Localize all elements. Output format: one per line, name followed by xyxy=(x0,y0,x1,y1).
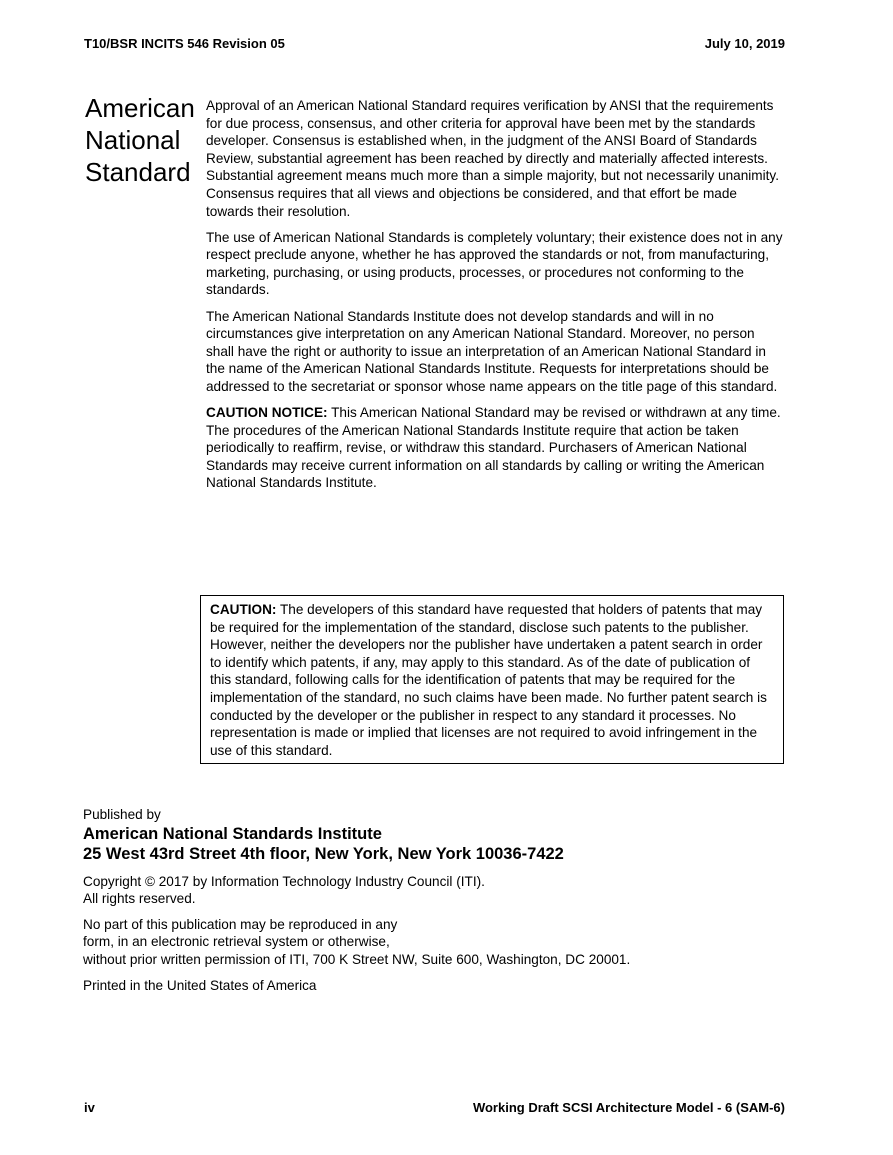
reproduction-line-3: without prior written permission of ITI, 700 K Street NW, Suite 600, Washington, DC 20001. xyxy=(83,951,631,967)
header-date: July 10, 2019 xyxy=(704,36,785,51)
ansi-approval-text xyxy=(206,97,786,500)
copyright-line: Copyright © 2017 by Information Technology Industry Council (ITI). xyxy=(83,873,485,889)
publisher-block xyxy=(83,806,783,1002)
rights-reserved-line: All rights reserved. xyxy=(83,891,196,907)
footer-doc-title: Working Draft SCSI Architecture Model - 6 (SAM-6) xyxy=(472,1100,785,1115)
copyright-notice xyxy=(83,873,783,908)
caution-notice-label: CAUTION NOTICE: xyxy=(206,405,328,420)
american-national-standard-heading xyxy=(85,92,205,188)
heading-line-national: National xyxy=(85,125,181,155)
reproduction-line-2: form, in an electronic retrieval system or otherwise, xyxy=(83,934,390,950)
published-by-label: Published by xyxy=(83,807,161,822)
publisher-address: 25 West 43rd Street 4th floor, New York, New York 10036-7422 xyxy=(83,845,564,864)
patent-caution-paragraph xyxy=(210,601,774,759)
patent-caution-label: CAUTION: xyxy=(210,602,277,617)
caution-notice-text: This American National Standard may be revised or withdrawn at any time. The procedures of the American National Standards Institute require that action be taken periodically to reaffirm, revise, or withdraw this standard. Purchasers of American National Standards may receive current information on all standards by calling or writing the American National Standards Institute. xyxy=(206,405,781,491)
footer-page-number: iv xyxy=(84,1100,95,1115)
reproduction-line-1: No part of this publication may be reproduced in any xyxy=(83,916,398,932)
publisher-name: American National Standards Institute xyxy=(83,824,382,843)
interpretation-paragraph: The American National Standards Institute does not develop standards and will in no circumstances give interpretation on any American National Standard. Moreover, no person shall have the right or authority to issue an interpretation of an American National Standard in the name of the American National Standards Institute. Requests for interpretations should be addressed to the secretariat or sponsor whose name appears on the title page of this standard. xyxy=(206,308,778,394)
reproduction-notice xyxy=(83,916,783,969)
caution-notice-paragraph xyxy=(206,404,786,492)
patent-caution-box xyxy=(200,595,784,764)
heading-line-standard: Standard xyxy=(85,157,191,187)
voluntary-use-paragraph: The use of American National Standards is completely voluntary; their existence does not in any respect preclude anyone, whether he has approved the standards or not, from manufacturing, marketing, purchasing, or using products, processes, or procedures not conforming to the standards. xyxy=(206,229,783,298)
header-doc-id: T10/BSR INCITS 546 Revision 05 xyxy=(84,36,285,51)
patent-caution-text: The developers of this standard have requested that holders of patents that may be required for the implementation of the standard, disclose such patents to the publisher. However, neither the developers nor the publisher have undertaken a patent search in order to identify which patents, if any, may apply to this standard. As of the date of publication of this standard, following calls for the identification of patents that may be required for the implementation of the standard, no such claims have been made. No further patent search is conducted by the developer or the publisher in respect to any standard it processes. No representation is made or implied that licenses are not required to avoid infringement in the use of this standard. xyxy=(210,602,767,758)
approval-paragraph: Approval of an American National Standard requires verification by ANSI that the requirements for due process, consensus, and other criteria for approval have been met by the standards developer. Consensus is established when, in the judgment of the ANSI Board of Standards Review, substantial agreement has been reached by directly and materially affected interests. Substantial agreement means much more than a simple majority, but not necessarily unanimity. Consensus requires that all views and objections be considered, and that effort be made towards their resolution. xyxy=(206,98,779,219)
heading-line-american: American xyxy=(85,93,195,123)
printed-in-line: Printed in the United States of America xyxy=(83,977,317,993)
